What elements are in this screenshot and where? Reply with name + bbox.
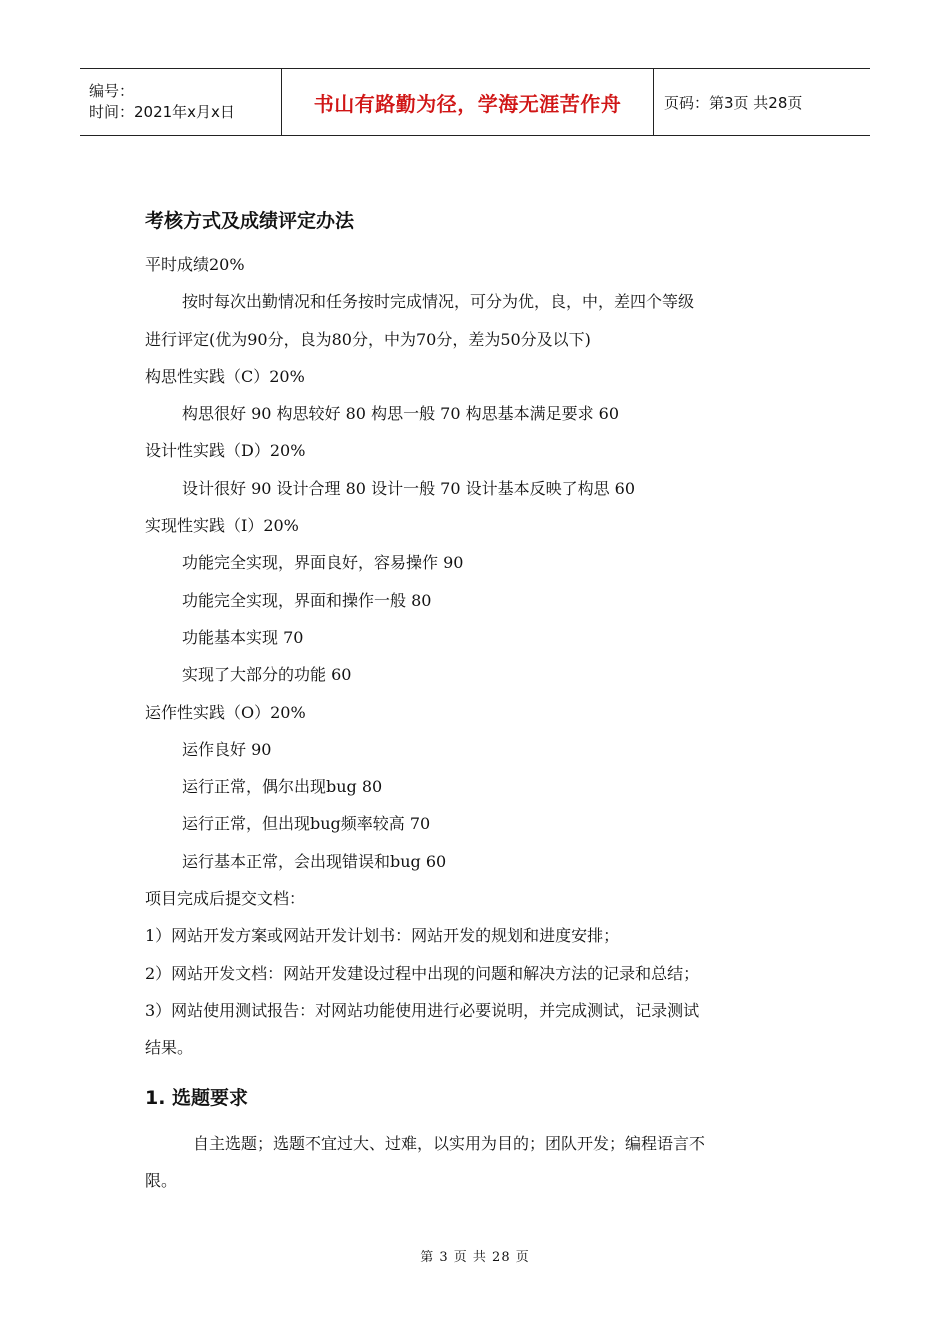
- paragraph-line: 进行评定(优为90分，良为80分，中为70分，差为50分及以下): [145, 329, 591, 349]
- paragraph-line: 功能完全实现，界面良好，容易操作 90: [182, 553, 464, 573]
- document-header: [80, 68, 870, 136]
- paragraph-line: 2）网站开发文档：网站开发建设过程中出现的问题和解决方法的记录和总结；: [145, 963, 700, 983]
- paragraph-line: 运作良好 90: [182, 739, 272, 759]
- paragraph-line: 限。: [145, 1170, 178, 1190]
- page-info: 页码：第3页 共28页: [664, 93, 803, 112]
- paragraph-line: 构思很好 90 构思较好 80 构思一般 70 构思基本满足要求 60: [182, 404, 620, 424]
- motto-text: 书山有路勤为径，学海无涯苦作舟: [313, 91, 622, 116]
- section-title-topic-requirements: 1. 选题要求: [145, 1086, 249, 1109]
- header-meta-cell: [80, 69, 282, 135]
- footer-page-number: 第 3 页 共 28 页: [420, 1250, 530, 1265]
- paragraph-line: 3）网站使用测试报告：对网站功能使用进行必要说明，并完成测试，记录测试: [145, 1000, 700, 1020]
- header-page-cell: [654, 69, 870, 135]
- paragraph-line: 运行正常，偶尔出现bug 80: [182, 777, 383, 797]
- paragraph-line: 实现了大部分的功能 60: [182, 665, 352, 685]
- page-footer: [0, 1246, 950, 1265]
- paragraph-line: 实现性实践（I）20%: [145, 516, 299, 536]
- paragraph-line: 自主选题；选题不宜过大、过难，以实用为目的；团队开发；编程语言不: [193, 1133, 706, 1153]
- paragraph-line: 项目完成后提交文档：: [145, 889, 306, 909]
- paragraph-line: 1）网站开发方案或网站开发计划书：网站开发的规划和进度安排；: [145, 926, 620, 946]
- paragraph-line: 构思性实践（C）20%: [145, 366, 305, 386]
- paragraph-line: 结果。: [145, 1038, 194, 1058]
- paragraph-line: 功能基本实现 70: [182, 627, 304, 647]
- paragraph-line: 运作性实践（O）20%: [145, 702, 306, 722]
- paragraph-line: 运行基本正常，会出现错误和bug 60: [182, 851, 447, 871]
- paragraph-line: 功能完全实现，界面和操作一般 80: [182, 590, 432, 610]
- header-motto-cell: [282, 69, 654, 135]
- serial-label: 编号：: [89, 82, 135, 100]
- paragraph-line: 设计很好 90 设计合理 80 设计一般 70 设计基本反映了构思 60: [182, 478, 636, 498]
- paragraph-line: 运行正常，但出现bug频率较高 70: [182, 814, 431, 834]
- paragraph-line: 平时成绩20%: [145, 255, 245, 274]
- document-body: [145, 196, 815, 1199]
- paragraph-line: 按时每次出勤情况和任务按时完成情况，可分为优，良，中，差四个等级: [182, 292, 695, 312]
- section-title-assessment: 考核方式及成绩评定办法: [145, 210, 355, 232]
- paragraph-line: 设计性实践（D）20%: [145, 441, 306, 461]
- date-label: 时间：2021年x月x日: [89, 103, 235, 121]
